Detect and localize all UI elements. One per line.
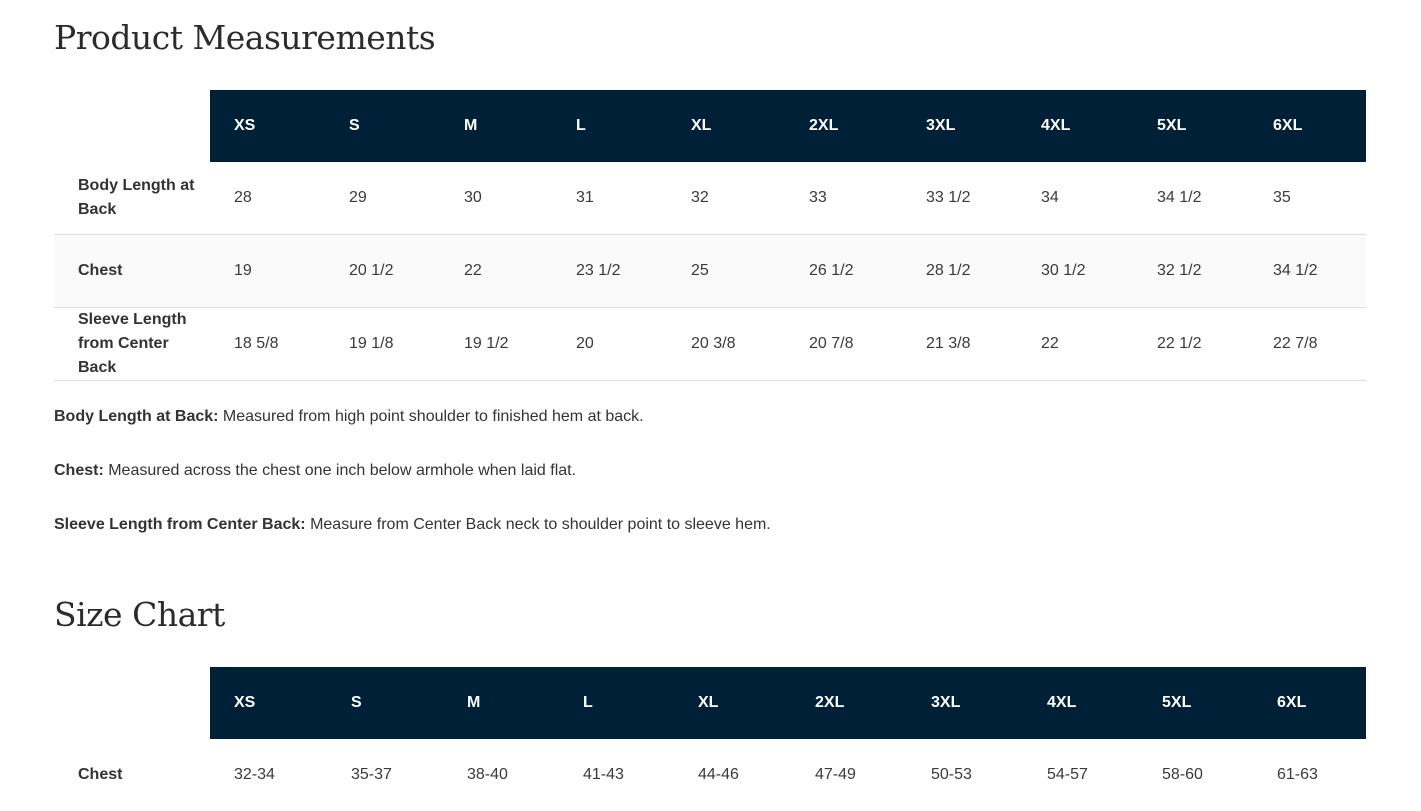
table-cell: 22 (440, 235, 552, 308)
size-header-3xl: 3XL (902, 90, 1017, 162)
table-cell: 29 (349, 189, 367, 206)
note-text: Measured from high point shoulder to finished hem at back. (218, 408, 644, 425)
measurement-notes (54, 406, 1354, 568)
table-cell: 34 1/2 (1249, 235, 1366, 308)
table-cell: 22 (1041, 335, 1059, 352)
table-cell: 31 (576, 189, 594, 206)
row-label-sleeve-length: Sleeve Length from Center Back (78, 311, 187, 376)
size-header-xl: XL (674, 667, 791, 739)
note-sleeve-length (54, 514, 1354, 536)
size-header-4xl: 4XL (1023, 667, 1138, 739)
note-term: Body Length at Back: (54, 408, 219, 425)
measurement-row-body-length (54, 162, 1366, 235)
table-cell: 30 (464, 189, 482, 206)
table-cell: 28 (234, 189, 252, 206)
table-cell: 33 (809, 189, 827, 206)
table-cell: 21 3/8 (926, 335, 971, 352)
size-header-4xl: 4XL (1017, 90, 1133, 162)
measurement-row-sleeve-length (54, 308, 1366, 381)
size-header-l: L (559, 667, 674, 739)
corner-cell (54, 667, 210, 739)
note-chest (54, 460, 1354, 482)
note-term: Sleeve Length from Center Back: (54, 516, 306, 533)
size-chart-row-chest (54, 739, 1366, 811)
size-header-m: M (443, 667, 559, 739)
size-header-5xl: 5XL (1133, 90, 1249, 162)
table-cell: 22 7/8 (1273, 335, 1318, 352)
table-cell: 35 (1273, 189, 1291, 206)
size-header-row (54, 90, 1366, 162)
corner-cell (54, 90, 210, 162)
size-chart-title: Size Chart (54, 595, 225, 634)
size-header-xs: XS (210, 90, 325, 162)
table-cell: 44-46 (698, 766, 739, 783)
size-header-l: L (552, 90, 667, 162)
size-header-2xl: 2XL (791, 667, 907, 739)
table-cell: 23 1/2 (552, 235, 667, 308)
table-cell: 33 1/2 (926, 189, 971, 206)
table-cell: 28 1/2 (902, 235, 1017, 308)
size-header-xl: XL (667, 90, 785, 162)
size-chart-table (54, 667, 1366, 811)
table-cell: 19 1/2 (464, 335, 509, 352)
table-cell: 61-63 (1277, 766, 1318, 783)
table-cell: 20 1/2 (325, 235, 440, 308)
table-cell: 54-57 (1047, 766, 1088, 783)
table-cell: 22 1/2 (1157, 335, 1202, 352)
table-cell: 32-34 (234, 766, 275, 783)
table-cell: 32 1/2 (1133, 235, 1249, 308)
table-cell: 38-40 (467, 766, 508, 783)
table-cell: 19 1/8 (349, 335, 394, 352)
product-measurements-title: Product Measurements (54, 18, 436, 57)
table-cell: 50-53 (931, 766, 972, 783)
size-header-s: S (325, 90, 440, 162)
note-term: Chest: (54, 462, 104, 479)
size-header-3xl: 3XL (907, 667, 1023, 739)
table-cell: 26 1/2 (785, 235, 902, 308)
size-header-5xl: 5XL (1138, 667, 1253, 739)
table-cell: 19 (210, 235, 325, 308)
table-cell: 47-49 (815, 766, 856, 783)
product-measurements-table (54, 90, 1366, 381)
table-cell: 32 (691, 189, 709, 206)
size-header-xs: XS (210, 667, 327, 739)
table-cell: 20 7/8 (809, 335, 854, 352)
size-header-6xl: 6XL (1249, 90, 1366, 162)
row-label-body-length: Body Length at Back (78, 177, 195, 218)
table-cell: 34 (1041, 189, 1059, 206)
size-header-6xl: 6XL (1253, 667, 1366, 739)
table-cell: 30 1/2 (1017, 235, 1133, 308)
table-cell: 20 3/8 (691, 335, 736, 352)
note-body-length (54, 406, 1354, 428)
size-header-2xl: 2XL (785, 90, 902, 162)
measurement-row-chest (54, 235, 1366, 308)
size-header-row (54, 667, 1366, 739)
row-label-chest: Chest (54, 235, 210, 308)
note-text: Measure from Center Back neck to shoulder point to sleeve hem. (305, 516, 771, 533)
note-text: Measured across the chest one inch below armhole when laid flat. (103, 462, 577, 479)
size-header-s: S (327, 667, 443, 739)
size-header-m: M (440, 90, 552, 162)
row-label-chest: Chest (78, 766, 123, 783)
table-cell: 41-43 (583, 766, 624, 783)
table-cell: 35-37 (351, 766, 392, 783)
table-cell: 58-60 (1162, 766, 1203, 783)
table-cell: 34 1/2 (1157, 189, 1202, 206)
table-cell: 18 5/8 (234, 335, 279, 352)
table-cell: 25 (667, 235, 785, 308)
table-cell: 20 (576, 335, 594, 352)
